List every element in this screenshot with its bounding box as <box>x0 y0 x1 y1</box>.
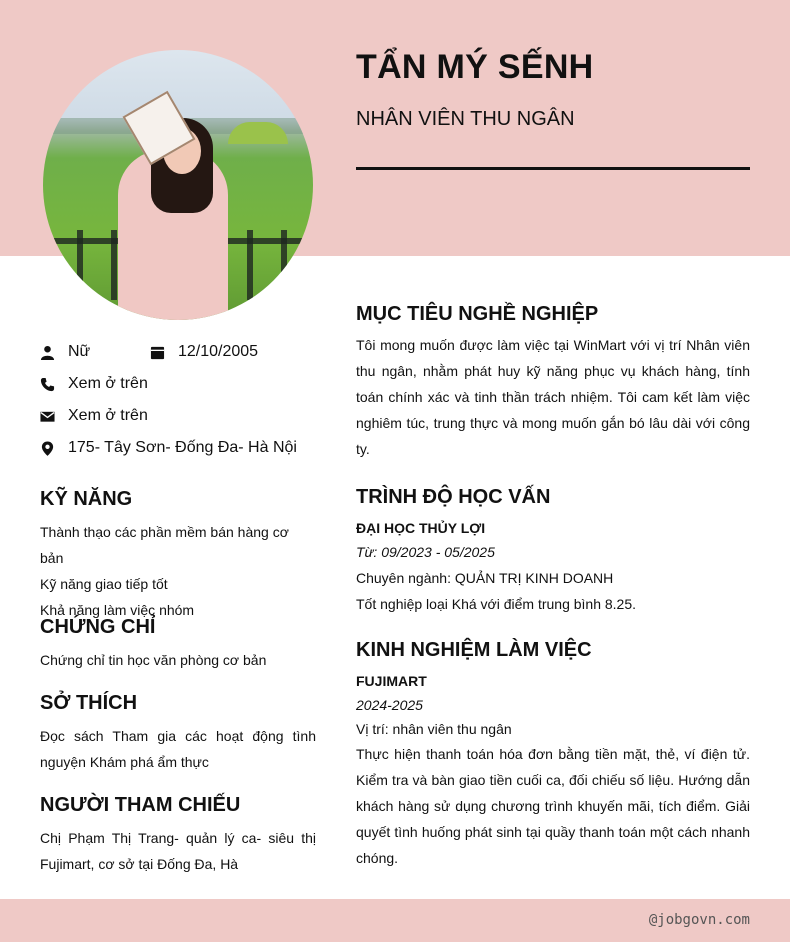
experience-period: 2024-2025 <box>356 697 423 713</box>
phone-value: Xem ở trên <box>68 375 148 392</box>
person-icon <box>40 345 55 360</box>
experience-description: Thực hiện thanh toán hóa đơn bằng tiền mặt, thẻ, ví điện tử. Kiểm tra và bàn giao tiền cuối ca, đối chiếu số liệu. Hướng dẫn khách hàng sử dụng chương trình khuyến mãi, tích điểm. Giải quyết tình huống phát sinh tại quầy thanh toán một cách nhanh chóng. <box>356 746 750 866</box>
education-major: Chuyên ngành: QUẢN TRỊ KINH DOANH <box>356 570 614 586</box>
dob-value: 12/10/2005 <box>178 343 259 360</box>
footer-watermark: @jobgovn.com <box>648 912 750 928</box>
contact-gender <box>40 342 90 362</box>
references-text: Chị Phạm Thị Trang- quản lý ca- siêu thị Fujimart, cơ sở tại Đống Đa, Hà <box>40 830 316 872</box>
calendar-icon <box>150 345 165 360</box>
experience-position: Vị trí: nhân viên thu ngân <box>356 721 512 737</box>
profile-photo <box>43 50 313 320</box>
education-heading: TRÌNH ĐỘ HỌC VẤN <box>356 486 551 508</box>
skills-heading: KỸ NĂNG <box>40 488 133 510</box>
phone-icon <box>40 377 55 392</box>
contact-dob <box>150 342 258 362</box>
email-value: Xem ở trên <box>68 407 148 424</box>
contact-phone <box>40 374 148 394</box>
experience-block <box>356 669 750 871</box>
envelope-icon <box>40 409 55 424</box>
hobbies-heading: SỞ THÍCH <box>40 692 138 714</box>
skill-item: Kỹ năng giao tiếp tốt <box>40 576 168 592</box>
job-title: NHÂN VIÊN THU NGÂN <box>356 108 575 130</box>
gender-value: Nữ <box>68 343 91 360</box>
objective-text: Tôi mong muốn được làm việc tại WinMart với vị trí Nhân viên thu ngân, nhằm phát huy kỹ năng phục vụ khách hàng, tính toán chính xác và tinh thần trách nhiệm. Tôi cam kết làm việc nghiêm túc, trung thực và mong muốn gắn bó lâu dài với công ty. <box>356 337 750 457</box>
skills-list <box>40 519 316 623</box>
objective-heading: MỤC TIÊU NGHỀ NGHIỆP <box>356 303 599 325</box>
experience-heading: KINH NGHIỆM LÀM VIỆC <box>356 639 592 661</box>
title-divider <box>356 167 750 170</box>
hobbies-text: Đọc sách Tham gia các hoạt động tình nguyện Khám phá ẩm thực <box>40 728 316 770</box>
skill-item: Thành thạo các phần mềm bán hàng cơ bản <box>40 524 289 566</box>
education-block <box>356 516 750 616</box>
references-heading: NGƯỜI THAM CHIẾU <box>40 794 241 816</box>
contact-address <box>40 438 297 458</box>
certificate-item: Chứng chỉ tin học văn phòng cơ bản <box>40 652 267 668</box>
contact-email <box>40 406 148 426</box>
school-name: ĐẠI HỌC THỦY LỢI <box>356 520 486 536</box>
certificates-list <box>40 647 316 673</box>
education-period: Từ: 09/2023 - 05/2025 <box>356 544 495 560</box>
skill-item: Khả năng làm việc nhóm <box>40 602 195 618</box>
certificates-heading: CHỨNG CHỈ <box>40 616 156 638</box>
company-name: FUJIMART <box>356 673 427 689</box>
location-pin-icon <box>40 441 55 456</box>
address-value: 175- Tây Sơn- Đống Đa- Hà Nội <box>68 439 297 456</box>
candidate-name: TẨN MÝ SẾNH <box>356 48 594 86</box>
education-note: Tốt nghiệp loại Khá với điểm trung bình 8.25. <box>356 596 637 612</box>
